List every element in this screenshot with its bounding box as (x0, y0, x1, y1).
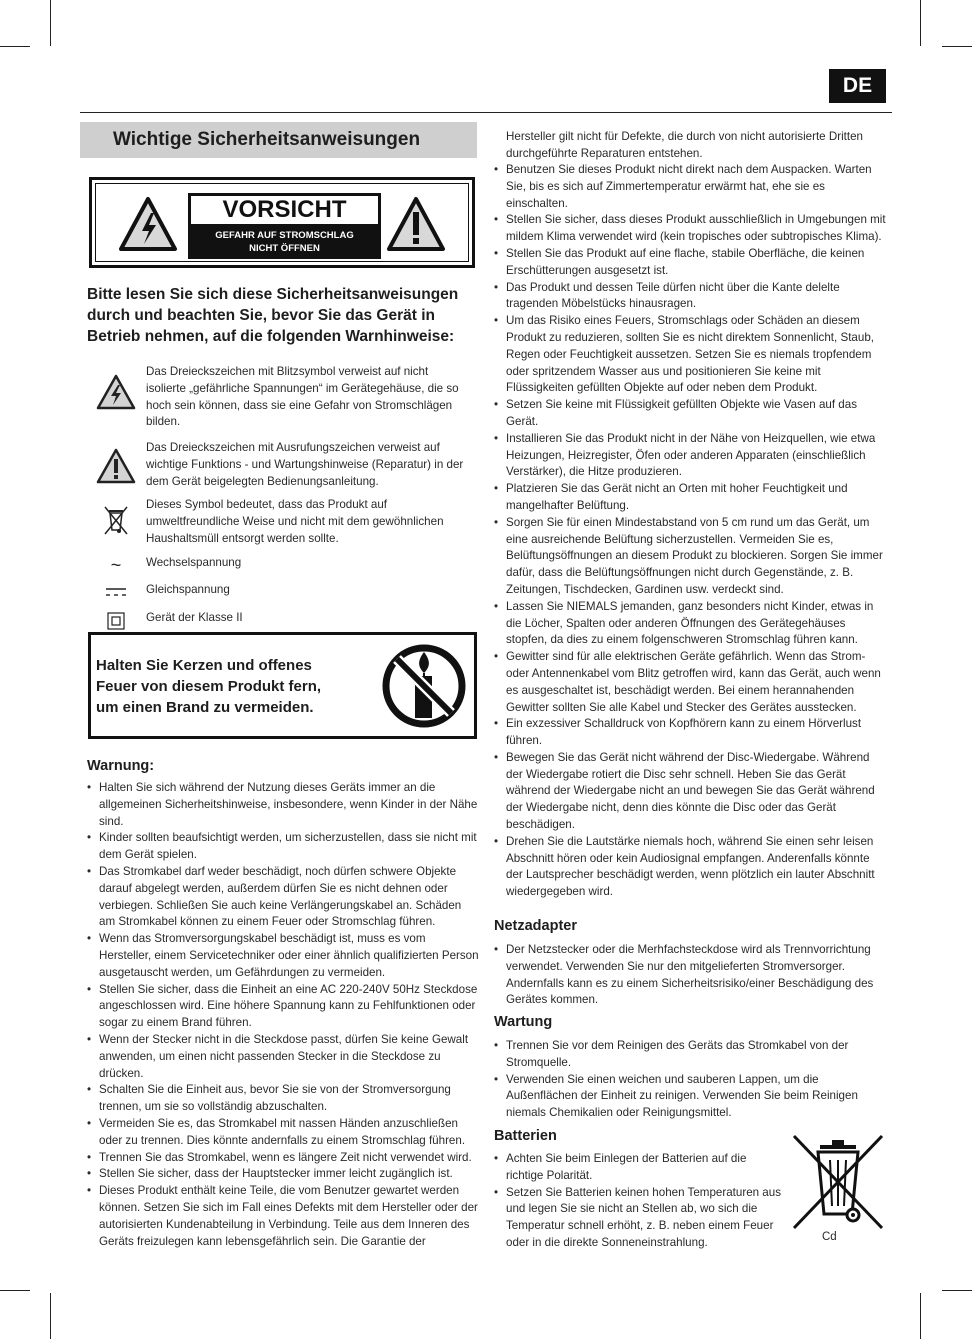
list-item: • Benutzen Sie dieses Produkt nicht direkt nach dem Auspacken. Warten Sie, bis es sich auf Zimmertemperatur erwärmt hat, ehe sie es einschalten. (494, 162, 886, 212)
candle-warning-text: Halten Sie Kerzen und offenes Feuer von diesem Produkt fern, um einen Brand zu vermeiden. (96, 657, 322, 716)
symbol-row (96, 440, 476, 492)
list-item: • Setzen Sie keine mit Flüssigkeit gefüllten Objekte wie Vasen auf das Gerät. (494, 397, 886, 431)
wartung-list (494, 1038, 886, 1122)
header-rule (80, 112, 892, 113)
caution-headline: VORSICHT (191, 196, 378, 224)
continuation-text: Hersteller gilt nicht für Defekte, die durch von nicht autorisierte Dritten durchgeführte Reparaturen entstehen. (506, 130, 863, 160)
list-item: • Lassen Sie NIEMALS jemanden, ganz besonders nicht Kinder, etwas in die Löcher, Spalten oder anderen Öffnungen des Gerätegehäuses stopfen, da dies zu einem folgenschweren Stromschlag führen kann. (494, 599, 886, 649)
bin-label: Cd (822, 1231, 837, 1243)
netzadapter-list (494, 942, 886, 1009)
page-title: Wichtige Sicherheitsanweisungen (113, 129, 421, 150)
crossed-bin-icon (100, 504, 132, 538)
list-item: • Das Stromkabel darf weder beschädigt, noch dürfen schwere Objekte darauf abgelegt werden, außerdem dürfen Sie es nicht dehnen oder verbiegen. Schließen Sie auch keine Verlängerungskabel an. Schäden am Stromkabel können zu einem Feuer oder Stromschlag führen. (87, 864, 479, 931)
exclamation-triangle-icon (386, 196, 446, 252)
crop-mark (50, 1293, 51, 1339)
list-item: • Wenn der Stecker nicht in die Steckdose passt, dürfen Sie keine Gewalt anwenden, um einen nicht passenden Stecker in die Steckdose zu drücken. (87, 1032, 479, 1082)
list-item: • Schalten Sie die Einheit aus, bevor Sie sie von der Stromversorgung trennen, um sie so vollständig abzuschalten. (87, 1082, 479, 1116)
alternating-current-icon: ~ (110, 554, 122, 575)
list-item: • Setzen Sie Batterien keinen hohen Temperaturen aus und legen Sie sie nicht an Stellen ab, wo sich die Temperatur schnell erhöht, z. B. neben einem Feuer oder in die direkte Sonneneinstrahlung. (494, 1185, 784, 1252)
wartung-heading: Wartung (494, 1014, 553, 1030)
section-title-bar (80, 122, 477, 158)
intro-heading: Bitte lesen Sie sich diese Sicherheitsanweisungen durch und beachten Sie, bevor Sie das Gerät in Betrieb nehmen, auf die folgenden Warnhinweise: (87, 286, 459, 345)
warnung-heading: Warnung: (87, 758, 155, 774)
caution-label (89, 177, 475, 268)
crop-mark (0, 1290, 30, 1291)
symbol-row (96, 610, 476, 630)
list-item: • Stellen Sie sicher, dass dieses Produkt ausschließlich in Umgebungen mit mildem Klima verwendet wird (kein tropisches oder subtropisches Klima). (494, 212, 886, 246)
symbol-description: Gleichspannung (146, 583, 230, 596)
no-open-flame-icon (381, 643, 467, 729)
warnung-list (87, 780, 479, 1250)
list-item: • Bewegen Sie das Gerät nicht während der Disc-Wiedergabe. Während der Wiedergabe rotiert die Disc sehr schnell. Heben Sie das Gerät während der Wiedergabe nicht an und bewegen Sie das Gerät während der Wiedergabe nicht, denn dies könnte die Disc oder das Gerät beschädigen. (494, 750, 886, 834)
symbol-description: Dieses Symbol bedeutet, dass das Produkt auf umweltfreundliche Weise und nicht mit dem gewöhnlichen Haushaltsmüll entsorgt werden sollte. (146, 498, 444, 545)
list-item: • Vermeiden Sie es, das Stromkabel mit nassen Händen anzuschließen oder zu trennen. Dies könnte andernfalls zu einem Stromschlag führen. (87, 1116, 479, 1150)
netzadapter-heading: Netzadapter (494, 918, 577, 934)
list-item: • Halten Sie sich während der Nutzung dieses Geräts immer an die allgemeinen Sicherheitshinweise, insbesondere, wenn Kinder in der Nähe sind. (87, 780, 479, 830)
safety-list (494, 162, 886, 901)
list-item: • Achten Sie beim Einlegen der Batterien auf die richtige Polarität. (494, 1151, 784, 1185)
list-item: • Sorgen Sie für einen Mindestabstand von 5 cm rund um das Gerät, um eine ausreichende Belüftung sicherzustellen. Vermeiden Sie es, Belüftungsöffnungen an diesem Produkt zu blockieren. Sorgen Sie immer dafür, dass die Belüftungsöffnungen nicht durch Gegenstände, z. B. Zeitungen, Tischdecken, Gardinen usw. verdeckt sind. (494, 515, 886, 599)
lightning-triangle-icon (118, 196, 178, 252)
list-item: • Ein exzessiver Schalldruck von Kopfhörern kann zu einem Hörverlust führen. (494, 716, 886, 750)
list-item: • Wenn das Stromversorgungskabel beschädigt ist, muss es vom Hersteller, einem Servicetechniker oder einer ähnlich qualifizierten Person ausgetauscht werden, um Gefährdungen zu vermeiden. (87, 931, 479, 981)
caution-subline: NICHT ÖFFNEN (249, 243, 320, 254)
lightning-triangle-icon (96, 374, 136, 410)
list-item: • Installieren Sie das Produkt nicht in der Nähe von Heizquellen, wie etwa Heizungen, Heizregister, Öfen oder anderen Apparaten (einschließlich Verstärker), die Hitze produzieren. (494, 431, 886, 481)
list-item: • Das Produkt und dessen Teile dürfen nicht über die Kante delelte tragenden Möbelstücks hinausragen. (494, 280, 886, 314)
caution-subline: GEFAHR AUF STROMSCHLAG (215, 230, 354, 241)
crop-mark (920, 0, 921, 46)
batterien-heading: Batterien (494, 1128, 557, 1144)
list-item: • Kinder sollten beaufsichtigt werden, um sicherzustellen, dass sie nicht mit dem Gerät spielen. (87, 830, 479, 864)
crop-mark (50, 0, 51, 46)
exclamation-triangle-icon (96, 448, 136, 484)
symbol-row (96, 497, 476, 549)
list-item: • Gewitter sind für alle elektrischen Geräte gefährlich. Wenn das Strom- oder Antennenkabel vom Blitz getroffen wird, kann das Gerät, auch wenn es ausgeschaltet ist, beschädigt werden. Bei einem herannahenden Gewitter sollten Sie alle Kabel und Stecker des Gerätes ausstecken. (494, 649, 886, 716)
symbol-row (96, 364, 476, 432)
list-item: • Stellen Sie sicher, dass der Hauptstecker immer leicht zugänglich ist. (87, 1166, 479, 1183)
symbol-row (96, 555, 476, 575)
list-item: • Um das Risiko eines Feuers, Stromschlags oder Schäden an diesem Produkt zu reduzieren, sollten Sie es nicht direktem Sonnenlicht, Staub, Regen oder Feuchtigkeit aussetzen. Setzen Sie es niemals tropfendem oder spritzendem Wasser aus und positionieren Sie keine mit Flüssigkeiten gefüllten Objekte auf oder neben dem Produkt. (494, 313, 886, 397)
symbol-row (96, 582, 476, 602)
crop-mark (920, 1293, 921, 1339)
crossed-bin-icon (790, 1132, 886, 1232)
list-item: • Stellen Sie das Produkt auf eine flache, stabile Oberfläche, die keinen Erschütterungen ausgesetzt ist. (494, 246, 886, 280)
symbol-description: Das Dreieckszeichen mit Ausrufungszeichen verweist auf wichtige Funktions - und Wartungshinweise (Reparatur) in der dem Gerät beigelegten Bedienungsanleitung. (146, 441, 464, 488)
list-item: • Stellen Sie sicher, dass die Einheit an eine AC 220-240V 50Hz Steckdose angeschlossen wird. Eine höhere Spannung kann zu Fehlfunktionen oder sogar zu einem Brand führen. (87, 982, 479, 1032)
class-ii-icon (107, 612, 125, 630)
list-item: • Platzieren Sie das Gerät nicht an Orten mit hoher Feuchtigkeit und mangelhafter Belüftung. (494, 481, 886, 515)
list-item: • Dieses Produkt enthält keine Teile, die vom Benutzer gewartet werden können. Setzen Sie sich im Fall eines Defekts mit dem Hersteller oder der autorisierten Kundenabteilung in Verbindung. Teile aus dem Inneren des Geräts freizulegen kann lebensgefährlich sein. Die Garantie der (87, 1183, 479, 1250)
crop-mark (942, 46, 972, 47)
candle-warning-box (88, 632, 477, 739)
symbol-description: Wechselspannung (146, 556, 242, 569)
direct-current-icon (104, 586, 128, 598)
list-item: • Verwenden Sie einen weichen und sauberen Lappen, um die Außenflächen der Einheit zu reinigen. Verwenden Sie beim Reinigen niemals Chemikalien oder Reinigungsmittel. (494, 1072, 886, 1122)
symbol-description: Gerät der Klasse II (146, 611, 243, 624)
crop-mark (0, 46, 30, 47)
batterien-list (494, 1151, 784, 1252)
list-item: • Trennen Sie vor dem Reinigen des Geräts das Stromkabel von der Stromquelle. (494, 1038, 886, 1072)
crop-mark (942, 1290, 972, 1291)
list-item: • Trennen Sie das Stromkabel, wenn es längere Zeit nicht verwendet wird. (87, 1150, 479, 1167)
list-item: • Drehen Sie die Lautstärke niemals hoch, während Sie einen sehr leisen Abschnitt hören oder kein Audiosignal empfangen. Anderenfalls könnte der Lautsprecher beschädigt werden, wenn plötzlich ein lauter Abschnitt wiedergegeben wird. (494, 834, 886, 901)
list-item: • Der Netzstecker oder die Merhfachsteckdose wird als Trennvorrichtung verwendet. Verwenden Sie nur den mitgelieferten Stromversorger. Andernfalls kann es zu einem Sicherheitsrisiko/einer Beschädigung des Gerätes kommen. (494, 942, 886, 1009)
symbol-description: Das Dreieckszeichen mit Blitzsymbol verweist auf nicht isolierte „gefährliche Spannungen“ im Gerätegehäuse, die so hoch sein können, dass sie eine Gefahr von Stromschlägen bilden. (146, 365, 459, 429)
language-badge: DE (829, 69, 886, 103)
